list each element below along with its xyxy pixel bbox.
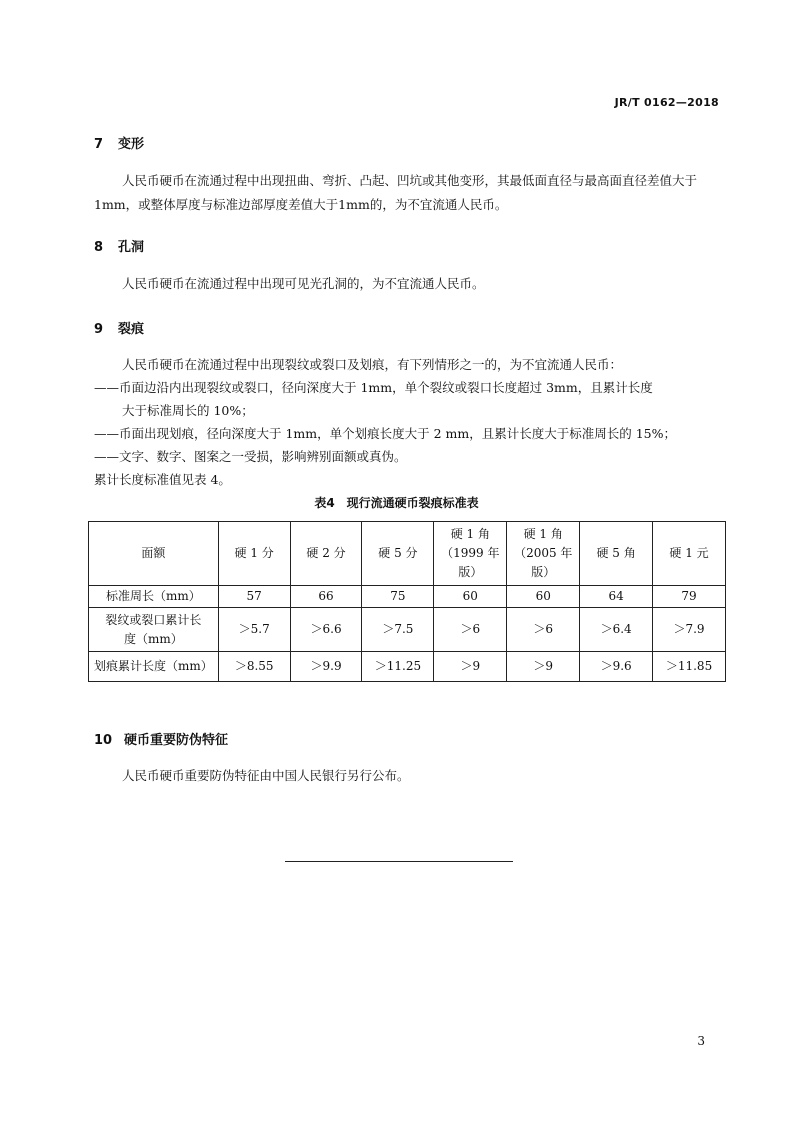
section-8-body [94,272,714,296]
section-10-body [94,764,714,788]
header-cell: 面额 [89,522,219,586]
table-cell: ＞9.9 [290,652,362,682]
row-label: 划痕累计长度（mm） [89,652,219,682]
table-cell: ＞6 [507,608,580,652]
table-cell: ＞6.6 [290,608,362,652]
row-label: 裂纹或裂口累计长 度（mm） [89,608,219,652]
section-number: 7 [94,137,104,152]
table-cell: 60 [507,586,580,608]
section-title: 裂痕 [118,322,145,337]
section-title: 孔洞 [118,240,145,255]
list-item-continuation: 大于标准周长的 10%； [122,403,254,418]
header-cell: 硬 1 角 （1999 年 版） [434,522,507,586]
table-cell: 79 [653,586,726,608]
section-9-heading [94,318,144,337]
paragraph: 人民币硬币重要防伪特征由中国人民银行另行公布。 [122,768,410,783]
standard-number: JR/T 0162—2018 [614,96,719,109]
header-cell: 硬 1 角 （2005 年 版） [507,522,580,586]
header-cell: 硬 1 元 [653,522,726,586]
table-cell: ＞11.85 [653,652,726,682]
paragraph: 人民币硬币在流通过程中出现可见光孔洞的，为不宜流通人民币。 [122,276,485,291]
table-cell: ＞9 [434,652,507,682]
section-7-body [94,169,714,217]
table-cell: 64 [580,586,653,608]
section-number: 10 [94,733,113,748]
table-row [89,652,726,682]
section-number: 8 [94,240,104,255]
table-cell: 60 [434,586,507,608]
table-row [89,608,726,652]
section-number: 9 [94,322,104,337]
section-7-heading [94,133,144,152]
section-9-body [94,353,714,491]
table-cell: ＞9.6 [580,652,653,682]
header-cell: 硬 2 分 [290,522,362,586]
list-item: ——币面边沿内出现裂纹或裂口，径向深度大于 1mm，单个裂纹或裂口长度超过 3mm，且累计长度 [94,380,653,395]
page-number: 3 [697,1034,705,1048]
header-cell: 硬 5 分 [362,522,434,586]
end-rule-divider [285,861,513,862]
section-title: 硬币重要防伪特征 [124,733,229,748]
table-cell: 66 [290,586,362,608]
section-8-heading [94,236,144,255]
table-row [89,586,726,608]
list-item: ——币面出现划痕，径向深度大于 1mm，单个划痕长度大于 2 mm，且累计长度大于标准周长的 15%； [94,426,676,441]
table-cell: 57 [218,586,290,608]
row-label: 标准周长（mm） [89,586,219,608]
header-cell: 硬 5 角 [580,522,653,586]
table-cell: ＞7.9 [653,608,726,652]
header-cell: 硬 1 分 [218,522,290,586]
table-cell: ＞6 [434,608,507,652]
section-10-heading [94,729,228,748]
table-cell: ＞5.7 [218,608,290,652]
coin-crack-standard-table [88,521,726,682]
section-title: 变形 [118,137,145,152]
table-header-row [89,522,726,586]
table-caption: 表4 现行流通硬币裂痕标准表 [314,496,479,510]
table-cell: ＞9 [507,652,580,682]
paragraph-intro: 人民币硬币在流通过程中出现裂纹或裂口及划痕，有下列情形之一的，为不宜流通人民币： [122,357,623,372]
list-item: ——文字、数字、图案之一受损，影响辨别面额或真伪。 [94,449,407,464]
table-cell: ＞6.4 [580,608,653,652]
table-cell: ＞8.55 [218,652,290,682]
table-cell: 75 [362,586,434,608]
table-cell: ＞7.5 [362,608,434,652]
table-cell: ＞11.25 [362,652,434,682]
table-reference-note: 累计长度标准值见表 4。 [94,472,231,487]
paragraph: 人民币硬币在流通过程中出现扭曲、弯折、凸起、凹坑或其他变形，其最低面直径与最高面直径差值大于1mm，或整体厚度与标准边部厚度差值大于1mm的，为不宜流通人民币。 [94,173,698,212]
